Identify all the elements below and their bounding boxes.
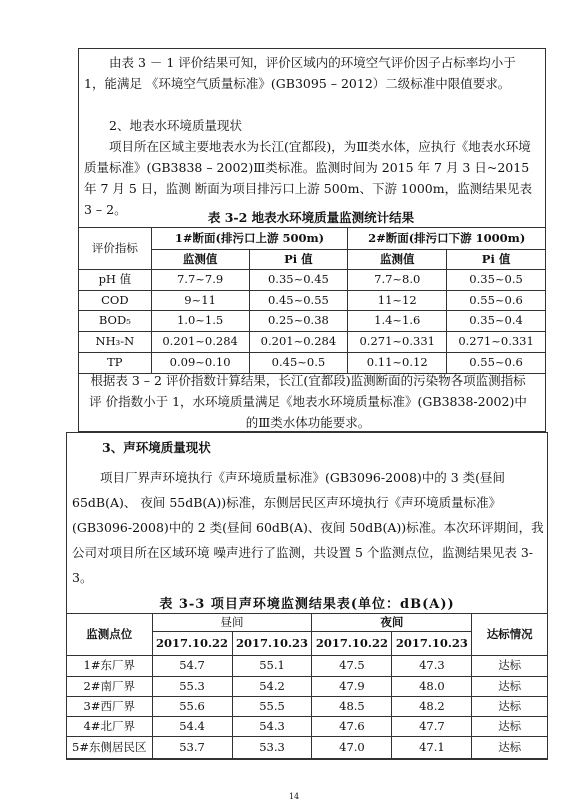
indicator-name: pH 值 (79, 270, 152, 291)
cell: 48.5 (312, 697, 392, 717)
table-row (67, 737, 548, 759)
cell: 55.5 (232, 697, 312, 717)
status-cell: 达标 (472, 677, 548, 697)
cell: 53.3 (232, 737, 312, 759)
header-measured-2: 监测值 (348, 250, 447, 270)
status-cell: 达标 (472, 656, 548, 677)
cell: 7.7~7.9 (151, 270, 249, 291)
cell: 53.7 (152, 737, 232, 759)
status-cell: 达标 (472, 737, 548, 759)
cell: 0.35~0.45 (249, 270, 348, 291)
cell: 9~11 (151, 291, 249, 311)
table-row (67, 717, 548, 737)
status-cell: 达标 (472, 697, 548, 717)
cell: 1.4~1.6 (348, 311, 447, 332)
point-name: 2#南厂界 (67, 677, 153, 697)
header-pi-1: Pi 值 (249, 250, 348, 270)
cell: 7.7~8.0 (348, 270, 447, 291)
point-name: 1#东厂界 (67, 656, 153, 677)
header-date-1: 2017.10.22 (312, 632, 392, 656)
table-row (79, 270, 546, 291)
indicator-name: TP (79, 353, 152, 374)
cell: 0.35~0.5 (447, 270, 546, 291)
cell: 0.201~0.284 (151, 332, 249, 353)
surface-water-table (78, 227, 546, 374)
cell: 0.11~0.12 (348, 353, 447, 374)
table-row (67, 697, 548, 717)
header-pi-2: Pi 值 (447, 250, 546, 270)
cell: 47.1 (392, 737, 472, 759)
header-status: 达标情况 (472, 614, 548, 656)
cell: 0.201~0.284 (249, 332, 348, 353)
cell: 54.7 (152, 656, 232, 677)
cell: 47.3 (392, 656, 472, 677)
cell: 0.271~0.331 (348, 332, 447, 353)
cell: 0.25~0.38 (249, 311, 348, 332)
noise-description: 项目厂界声环境执行《声环境质量标准》(GB3096-2008)中的 3 类(昼间 65dB(A)、 夜间 55dB(A))标准，东侧居民区声环境执行《声环境质量标准》(GB3096-2008)中的 2 类(昼间 60dB(A)、夜间 50dB(A))标准。本次环评期间，我公司对项目所在区域环境 噪声进行了监测，共设置 5 个监测点位，监测结果见表 3-3。 (72, 470, 544, 585)
header-day: 昼间 (152, 614, 312, 632)
cell: 47.9 (312, 677, 392, 697)
indicator-name: BOD₅ (79, 311, 152, 332)
cell: 55.3 (152, 677, 232, 697)
indicator-name: COD (79, 291, 152, 311)
cell: 0.271~0.331 (447, 332, 546, 353)
cell: 0.45~0.55 (249, 291, 348, 311)
cell: 47.0 (312, 737, 392, 759)
header-section-1: 1#断面(排污口上游 500m) (151, 228, 348, 250)
header-night: 夜间 (312, 614, 472, 632)
page-number: 14 (288, 792, 300, 801)
surface-water-conclusion: 根据表 3 – 2 评价指数计算结果，长江(宜都段)监测断面的污染物各项监测指标评 价指数小于 1，水环境质量满足《地表水环境质量标准》(GB3838-2002)中的Ⅲ类水体功能要求。 (89, 373, 527, 430)
air-quality-conclusion: 由表 3 － 1 评价结果可知，评价区域内的环境空气评价因子占标率均小于 1，能满足 《环境空气质量标准》(GB3095 – 2012）二级标准中限值要求。 (84, 55, 516, 91)
point-name: 3#西厂界 (67, 697, 153, 717)
surface-water-description: 项目所在区域主要地表水为长江(宜都段)，为Ⅲ类水体，应执行《地表水环境质量标准》(GB3838 – 2002)Ⅲ类标准。监测时间为 2015 年 7 月 3 日~2015 年 7 月 5 日，监测 断面为项目排污口上游 500m、下游 1000m，监测结果见表 3 – 2。 (84, 139, 533, 217)
cell: 54.3 (232, 717, 312, 737)
cell: 47.6 (312, 717, 392, 737)
cell: 0.35~0.4 (447, 311, 546, 332)
table-row (79, 332, 546, 353)
indicator-name: NH₃-N (79, 332, 152, 353)
cell: 48.2 (392, 697, 472, 717)
table-3-2-title: 表 3-2 地表水环境质量监测统计结果 (207, 210, 415, 225)
table-row (67, 656, 548, 677)
header-measured-1: 监测值 (151, 250, 249, 270)
status-cell: 达标 (472, 717, 548, 737)
header-date-1: 2017.10.22 (152, 632, 232, 656)
cell: 47.5 (312, 656, 392, 677)
cell: 0.45~0.5 (249, 353, 348, 374)
cell: 47.7 (392, 717, 472, 737)
cell: 0.55~0.6 (447, 291, 546, 311)
table-row (79, 291, 546, 311)
header-date-2: 2017.10.23 (392, 632, 472, 656)
header-point: 监测点位 (67, 614, 153, 656)
cell: 55.1 (232, 656, 312, 677)
noise-heading: 3、声环境质量现状 (102, 440, 211, 455)
point-name: 5#东侧居民区 (67, 737, 153, 759)
table-3-3-title: 表 3-3 项目声环境监测结果表(单位：dB(A)) (159, 597, 455, 612)
cell: 1.0~1.5 (151, 311, 249, 332)
cell: 11~12 (348, 291, 447, 311)
cell: 54.4 (152, 717, 232, 737)
header-indicator: 评价指标 (79, 228, 152, 270)
cell: 48.0 (392, 677, 472, 697)
point-name: 4#北厂界 (67, 717, 153, 737)
cell: 54.2 (232, 677, 312, 697)
cell: 0.55~0.6 (447, 353, 546, 374)
cell: 0.09~0.10 (151, 353, 249, 374)
surface-water-heading: 2、地表水环境质量现状 (109, 118, 242, 133)
header-section-2: 2#断面(排污口下游 1000m) (348, 228, 546, 250)
cell: 55.6 (152, 697, 232, 717)
noise-table (66, 613, 548, 759)
table-row (79, 311, 546, 332)
table-row (67, 677, 548, 697)
header-date-2: 2017.10.23 (232, 632, 312, 656)
